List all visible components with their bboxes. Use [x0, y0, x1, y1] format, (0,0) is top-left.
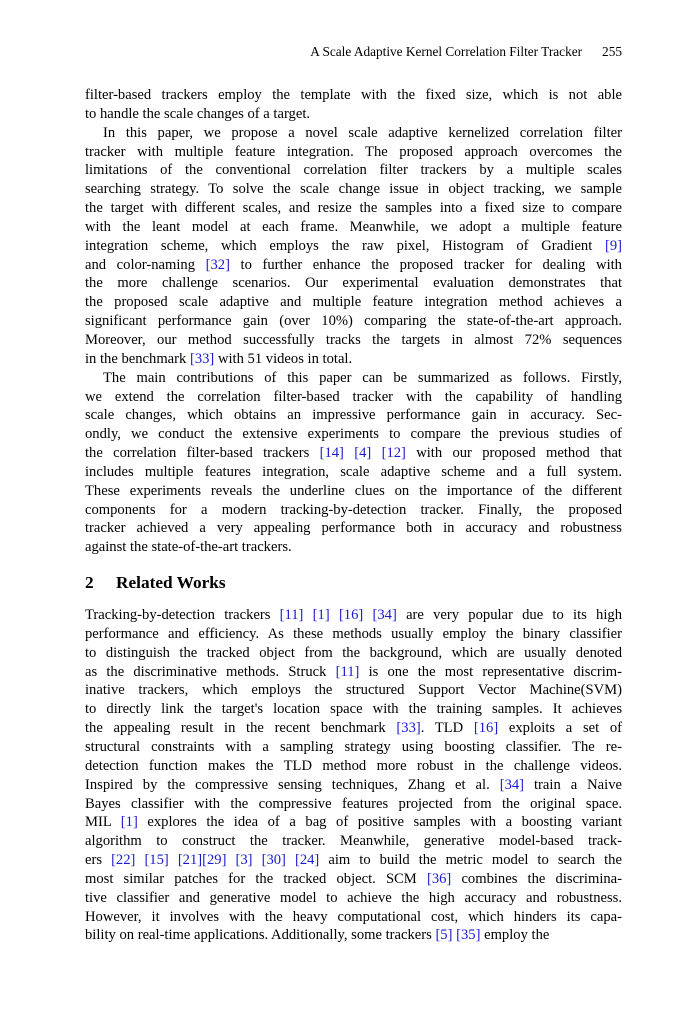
citation-link[interactable]: [21] — [177, 852, 203, 869]
running-title: A Scale Adaptive Kernel Correlation Filter Tracker — [310, 44, 583, 59]
body-text — [85, 86, 622, 945]
text-line: includes multiple features integration, scale adaptive scheme and a full system. — [85, 463, 622, 480]
paragraph — [85, 86, 622, 124]
paragraph — [85, 124, 622, 369]
text-line: integration scheme, which employs the raw pixel, Histogram of Gradient [9] — [85, 237, 622, 254]
citation-link[interactable]: [33] — [189, 350, 215, 367]
citation-link[interactable]: [5] — [435, 927, 453, 944]
text-line: to handle the scale changes of a target. — [85, 105, 311, 122]
text-line: most similar patches for the tracked object. SCM [36] combines the discrimina- — [85, 870, 622, 887]
text-line: ondly, we conduct the extensive experiments to compare the previous studies of — [85, 426, 622, 443]
text-line: performance and efficiency. As these methods usually employ the binary classifier — [85, 625, 622, 642]
citation-link[interactable]: [15] — [144, 852, 169, 869]
text-line: detection function makes the TLD method more robust in the challenge videos. — [85, 757, 622, 774]
text-line: against the state-of-the-art trackers. — [85, 539, 292, 556]
citation-link[interactable]: [1] — [120, 814, 138, 831]
text-line: Tracking-by-detection trackers [11] [1] [16] [34] are very popular due to its high — [85, 607, 622, 624]
related-works-paragraph — [85, 606, 622, 945]
citation-link[interactable]: [34] — [499, 776, 525, 793]
text-line: Inspired by the compressive sensing techniques, Zhang et al. [34] train a Naive — [85, 776, 622, 793]
citation-link[interactable]: [24] — [294, 852, 320, 869]
citation-link[interactable]: [22] — [111, 852, 136, 869]
section-heading — [85, 571, 622, 595]
paragraph — [85, 606, 622, 945]
citation-link[interactable]: [3] — [235, 852, 253, 869]
text-line: limitations of the conventional correlation filter trackers by a multiple scales — [85, 162, 622, 179]
text-line: to distinguish the tracked object from the background, which are usually denoted — [85, 644, 622, 661]
text-line: These experiments reveals the underline clues on the importance of the different — [85, 482, 622, 499]
text-line: The main contributions of this paper can be summarized as follows. Firstly, — [103, 369, 622, 386]
citation-link[interactable]: [11] — [279, 607, 304, 624]
text-line: filter-based trackers employ the template with the fixed size, which is not able — [85, 87, 622, 103]
citation-link[interactable]: [32] — [205, 256, 230, 273]
text-line: in the benchmark [33] with 51 videos in total. — [85, 350, 353, 367]
text-line: Moreover, our method successfully tracks the targets in almost 72% sequences — [85, 331, 622, 348]
running-head — [85, 44, 622, 60]
text-line: bility on real-time applications. Additionally, some trackers [5] [35] employ the — [85, 927, 550, 944]
text-line: scale changes, which obtains an impressive performance gain in accuracy. Sec- — [85, 407, 622, 424]
text-line: components for a modern tracking-by-detection tracker. Finally, the proposed — [85, 501, 622, 518]
text-line: significant performance gain (over 10%) comparing the state-of-the-art approach. — [85, 313, 622, 330]
citation-link[interactable]: [35] — [456, 927, 481, 944]
text-line: structural constraints with a sampling strategy using boosting classifier. The re- — [85, 739, 622, 755]
text-line: tracker with multiple feature integration. The proposed approach overcomes the — [85, 143, 622, 160]
page-number: 255 — [602, 44, 622, 59]
citation-link[interactable]: [4] — [354, 445, 372, 462]
citation-link[interactable]: [16] — [338, 607, 364, 624]
citation-link[interactable]: [33] — [396, 720, 421, 737]
text-line: ers [22] [15] [21][29] [3] [30] [24] aim to build the metric model to search the — [85, 852, 622, 869]
intro-paragraphs — [85, 86, 622, 557]
citation-link[interactable]: [12] — [381, 445, 406, 462]
section-number: 2 — [85, 573, 94, 593]
citation-link[interactable]: [36] — [426, 870, 452, 887]
text-line: the correlation filter-based trackers [14] [4] [12] with our proposed method that — [85, 445, 622, 462]
text-line: searching strategy. To solve the scale change issue in object tracking, we sample — [85, 181, 622, 198]
text-line: In this paper, we propose a novel scale adaptive kernelized correlation filter — [103, 124, 622, 141]
text-line: we extend the correlation filter-based tracker with the capability of handling — [85, 388, 622, 405]
citation-link[interactable]: [30] — [261, 852, 286, 869]
text-line: the proposed scale adaptive and multiple feature integration method achieves a — [85, 294, 622, 311]
citation-link[interactable]: [29] — [202, 852, 227, 869]
section-title: Related Works — [116, 573, 226, 593]
text-line: with the leant model at each frame. Meanwhile, we adopt a multiple feature — [85, 218, 622, 235]
citation-link[interactable]: [16] — [473, 720, 499, 737]
text-line: to directly link the target's location space with the training samples. It achieves — [85, 701, 622, 718]
text-line: tracker achieved a very appealing performance both in accuracy and robustness — [85, 520, 622, 537]
citation-link[interactable]: [9] — [604, 237, 622, 254]
citation-link[interactable]: [11] — [335, 663, 360, 680]
text-line: the target with different scales, and resize the samples into a fixed size to compare — [85, 200, 622, 217]
citation-link[interactable]: [14] — [319, 445, 344, 462]
text-line: MIL [1] explores the idea of a bag of positive samples with a boosting variant — [85, 814, 622, 831]
text-line: inative trackers, which employs the structured Support Vector Machine(SVM) — [85, 682, 622, 699]
text-line: the appealing result in the recent benchmark [33]. TLD [16] exploits a set of — [85, 720, 622, 737]
text-line: However, it involves with the heavy computational cost, which hinders its capa- — [85, 908, 622, 925]
paragraph — [85, 369, 622, 557]
text-line: the more challenge scenarios. Our experimental evaluation demonstrates that — [85, 275, 622, 292]
text-line: and color-naming [32] to further enhance the proposed tracker for dealing with — [85, 256, 622, 273]
citation-link[interactable]: [1] — [312, 607, 330, 624]
text-line: algorithm to construct the tracker. Meanwhile, generative model-based track- — [85, 833, 622, 850]
text-line: as the discriminative methods. Struck [11] is one the most representative discrim- — [85, 663, 622, 680]
citation-link[interactable]: [34] — [372, 607, 397, 624]
text-line: tive classifier and generative model to achieve the high accuracy and robustness. — [85, 889, 622, 906]
text-line: Bayes classifier with the compressive features projected from the original space. — [85, 795, 622, 812]
